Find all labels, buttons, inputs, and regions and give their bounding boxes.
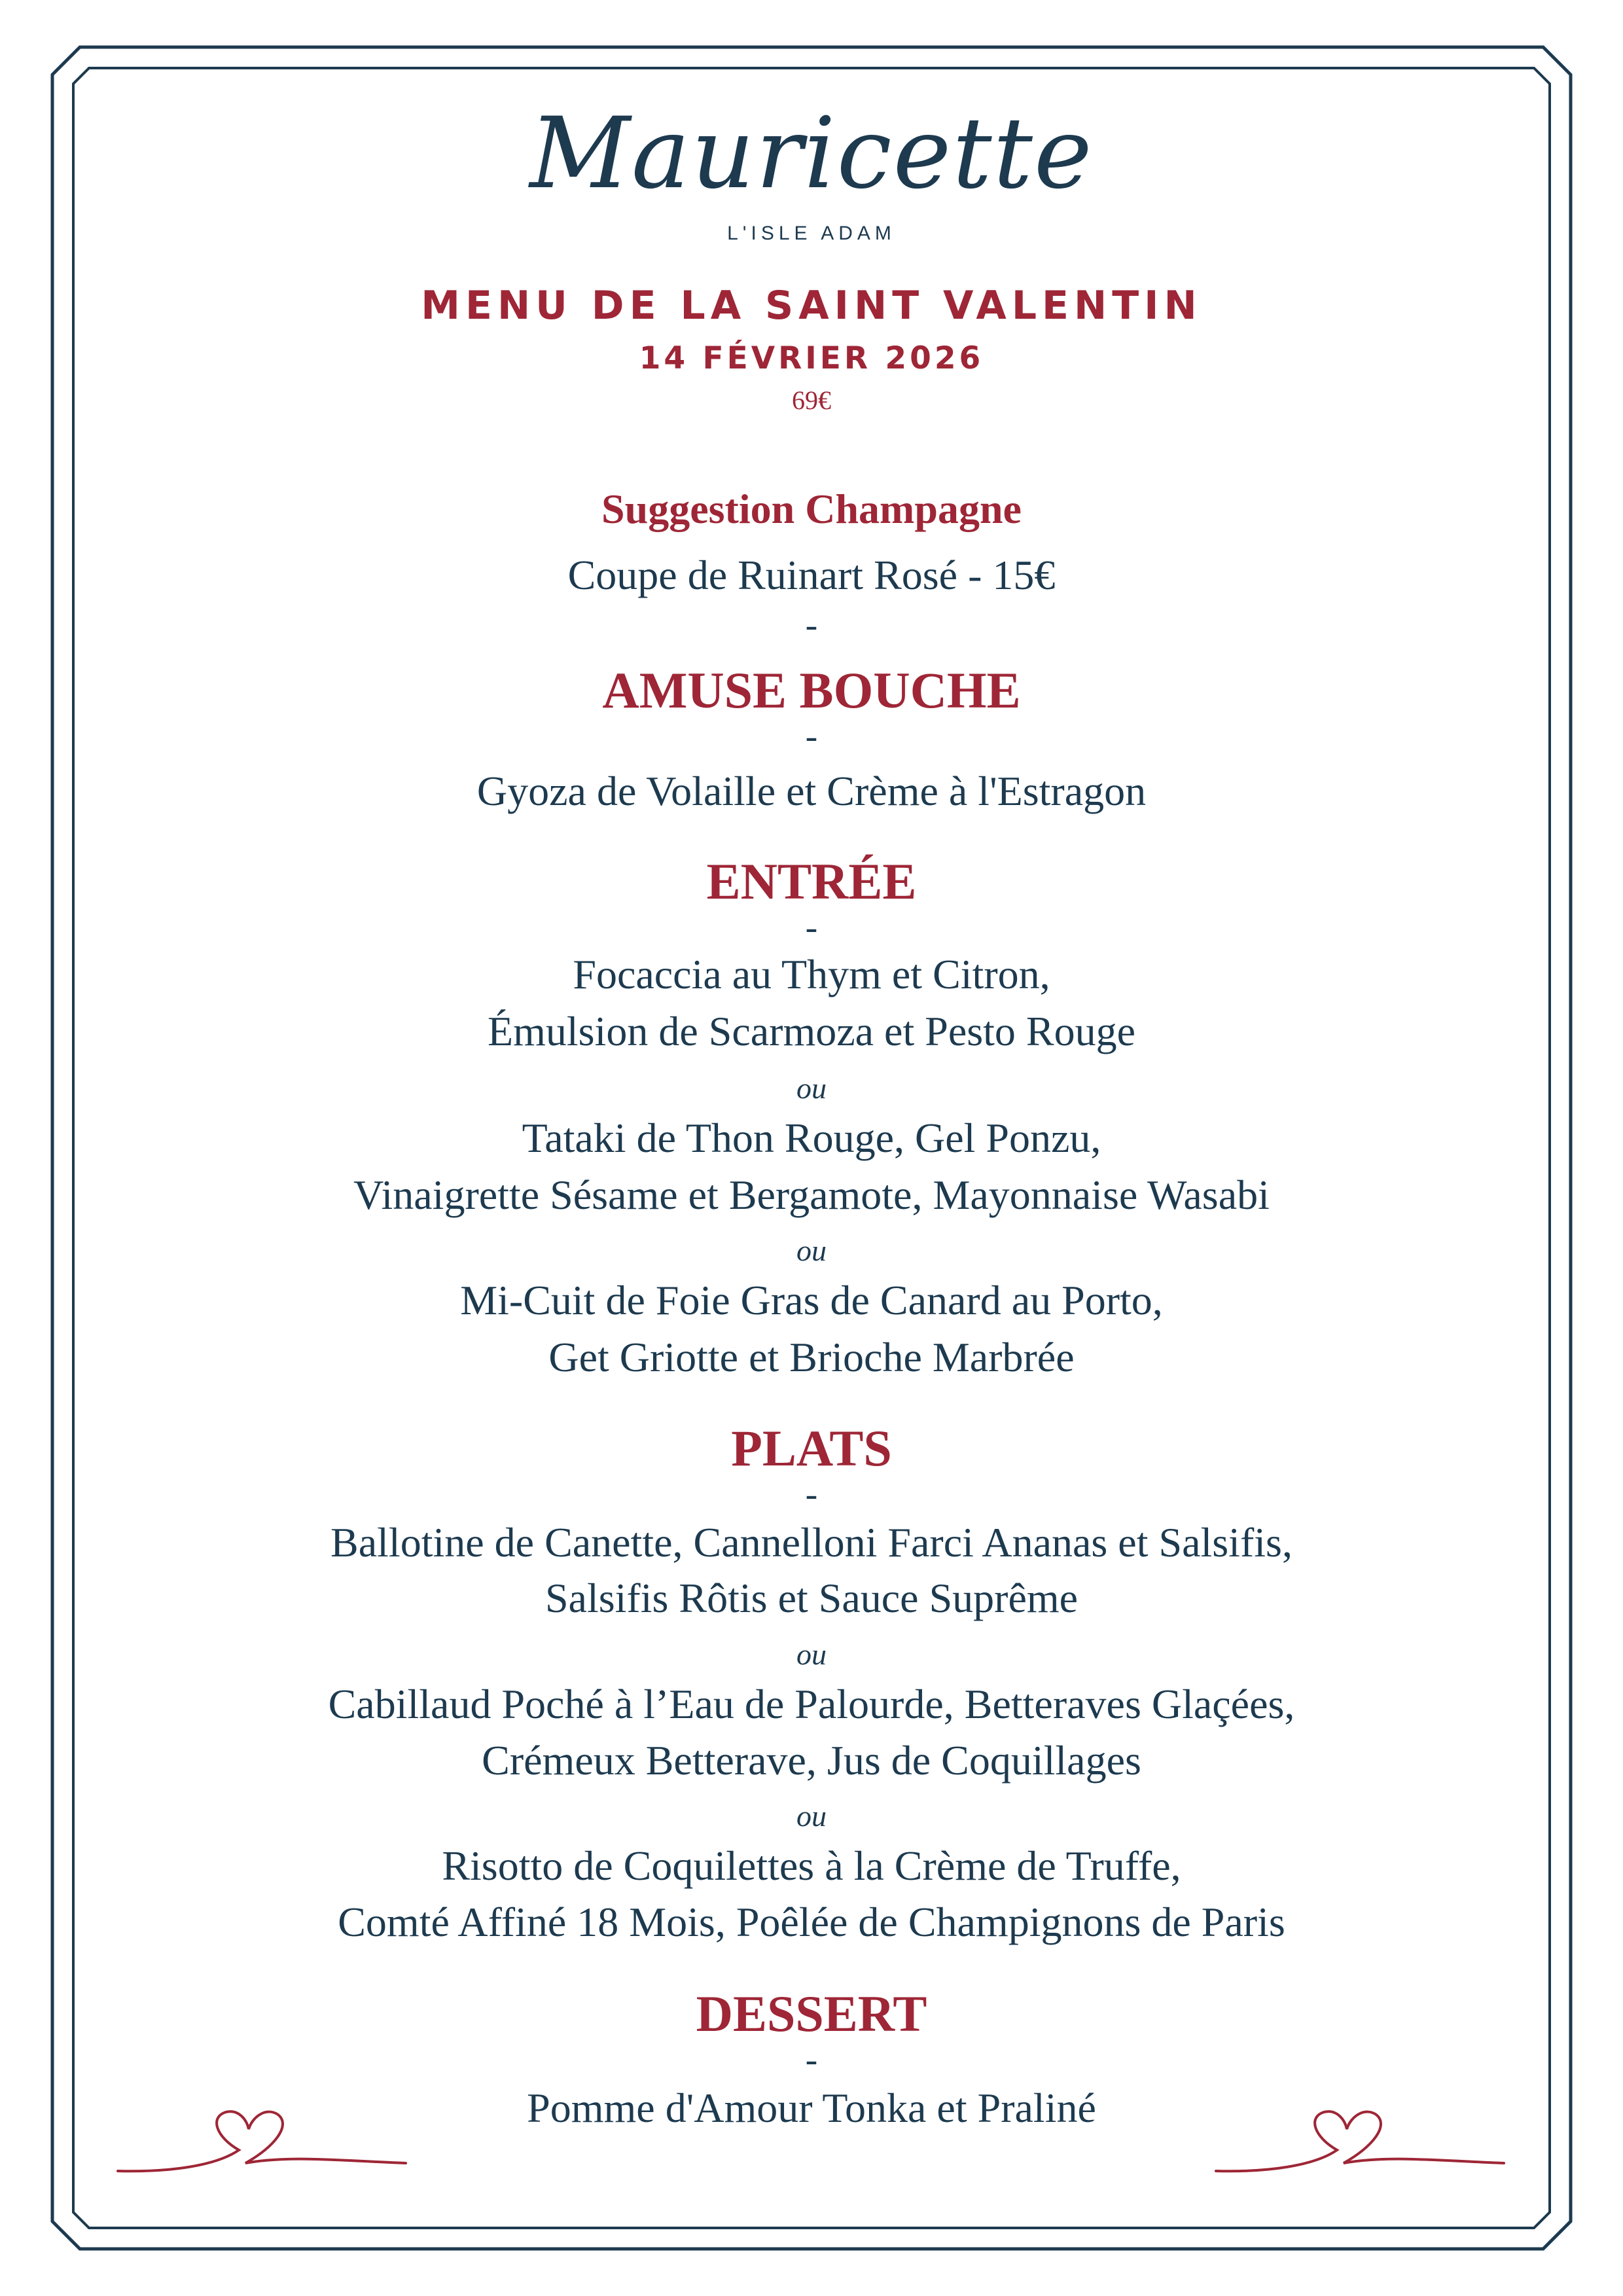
section-title-plats: PLATS [731,1420,892,1477]
entree-option-1-line-2: Émulsion de Scarmoza et Pesto Rouge [487,1008,1136,1054]
separator-dash: - [805,907,818,948]
entree-option-2-line-1: Tataki de Thon Rouge, Gel Ponzu, [522,1115,1101,1161]
or-separator: ou [796,1799,827,1833]
suggestion-item: Coupe de Ruinart Rosé - 15€ [567,552,1056,598]
entree-option-2-line-2: Vinaigrette Sésame et Bergamote, Mayonnaise Wasabi [353,1172,1270,1218]
amuse-bouche-item: Gyoza de Volaille et Crème à l'Estragon [476,768,1147,814]
or-separator: ou [796,1071,827,1105]
plats-option-1-line-2: Salsifis Rôtis et Sauce Suprême [544,1575,1079,1621]
or-separator: ou [796,1234,827,1267]
heart-ribbon-right-icon [1209,2098,1510,2183]
heart-ribbon-left-icon [111,2098,412,2183]
separator-dash: - [805,716,818,757]
menu-date: 14 FÉVRIER 2026 [639,340,984,376]
separator-dash: - [805,1474,818,1515]
entree-option-3-line-1: Mi-Cuit de Foie Gras de Canard au Porto, [460,1277,1163,1323]
plats-option-2-line-2: Crémeux Betterave, Jus de Coquillages [482,1737,1141,1784]
dessert-item: Pomme d'Amour Tonka et Praliné [527,2085,1096,2131]
separator-dash: - [805,2039,818,2080]
brand-logo: Mauricette [529,97,1094,211]
plats-option-3-line-2: Comté Affiné 18 Mois, Poêlée de Champignons de Paris [338,1899,1285,1945]
plats-option-3-line-1: Risotto de Coquilettes à la Crème de Truffe, [442,1842,1181,1889]
plats-option-1-line-1: Ballotine de Canette, Cannelloni Farci Ananas et Salsifis, [330,1519,1293,1566]
menu-price: 69€ [792,386,831,415]
entree-option-3-line-2: Get Griotte et Brioche Marbrée [548,1334,1075,1380]
plats-option-2-line-1: Cabillaud Poché à l’Eau de Palourde, Betteraves Glaçées, [328,1681,1295,1727]
section-title-dessert: DESSERT [696,1985,927,2042]
section-title-amuse-bouche: AMUSE BOUCHE [602,662,1021,719]
suggestion-title: Suggestion Champagne [601,486,1022,532]
brand-location: L'ISLE ADAM [727,223,896,244]
menu-title: MENU DE LA SAINT VALENTIN [421,283,1202,329]
section-title-entree: ENTRÉE [706,853,917,910]
separator-dash: - [805,605,818,645]
entree-option-1-line-1: Focaccia au Thym et Citron, [573,951,1050,997]
or-separator: ou [796,1638,827,1671]
